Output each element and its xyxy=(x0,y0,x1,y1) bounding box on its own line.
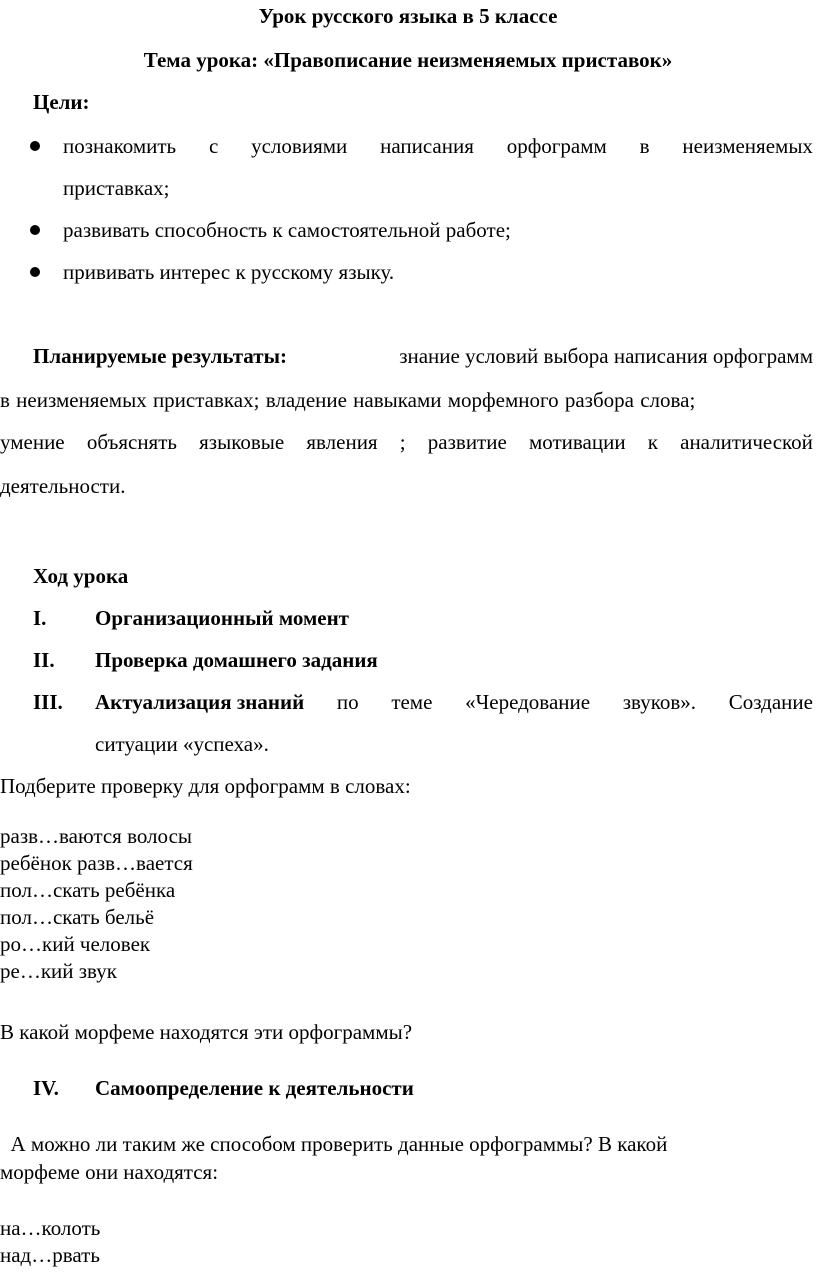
word: развитие xyxy=(427,430,507,454)
morpheme-question: В какой морфеме находятся эти орфограммы? xyxy=(0,1020,413,1044)
question2-line1: А можно ли таким же способом проверить данные орфограммы? В какой xyxy=(0,1132,668,1156)
lesson-title: Урок русского языка в 5 классе xyxy=(258,4,558,28)
stage-3-line1 xyxy=(95,692,813,713)
word: с xyxy=(208,134,219,158)
word: звуков». xyxy=(622,690,697,714)
word: Создание xyxy=(728,690,813,714)
word: познакомить xyxy=(63,134,177,158)
word-item: на…колоть xyxy=(0,1216,101,1240)
results-line1 xyxy=(33,346,813,367)
word: написания xyxy=(380,134,474,158)
results-label: Планируемые результаты: xyxy=(33,344,287,368)
word: мотивации xyxy=(528,430,626,454)
word: условиями xyxy=(251,134,348,158)
goal-item-3: прививать интерес к русскому языку. xyxy=(63,260,395,284)
bullet-icon xyxy=(30,225,40,235)
word: «Чередование xyxy=(465,690,591,714)
goals-heading: Цели: xyxy=(33,90,90,114)
stage-number: IV. xyxy=(33,1076,59,1100)
word: ; xyxy=(399,430,406,454)
word-item: над…рвать xyxy=(0,1243,100,1267)
stage-number: I. xyxy=(33,606,47,630)
word: орфограмм xyxy=(506,134,607,158)
lesson-heading: Ход урока xyxy=(33,564,129,588)
word: неизменяемых xyxy=(682,134,813,158)
bullet-icon xyxy=(30,267,40,277)
goal-item-1-line1 xyxy=(63,136,813,157)
goal-item-1-line2: приставках; xyxy=(63,176,170,200)
word-item: ро…кий человек xyxy=(0,932,151,956)
word-item: разв…ваются волосы xyxy=(0,824,192,848)
results-line2: в неизменяемых приставках; владение навыками морфемного разбора слова; xyxy=(0,388,696,412)
word-item: пол…скать бельё xyxy=(0,905,155,929)
word: к xyxy=(647,430,658,454)
word: в xyxy=(639,134,650,158)
word: явления xyxy=(306,430,378,454)
stage-2-title: Проверка домашнего задания xyxy=(95,648,378,672)
goal-item-2: развивать способность к самостоятельной работе; xyxy=(63,218,511,242)
stage-number: III. xyxy=(33,690,63,714)
stage-1-title: Организационный момент xyxy=(95,606,349,630)
stage-number: II. xyxy=(33,648,55,672)
results-line1-rest: знание условий выбора написания орфограмм xyxy=(399,344,813,368)
word: умение xyxy=(0,430,65,454)
question2-line2: морфеме они находятся: xyxy=(0,1160,219,1184)
lesson-topic: Тема урока: «Правописание неизменяемых приставок» xyxy=(143,48,673,72)
stage-3-line2: ситуации «успеха». xyxy=(95,732,269,756)
word: по xyxy=(336,690,359,714)
results-line4: деятельности. xyxy=(0,474,126,498)
word: аналитической xyxy=(680,430,813,454)
word: теме xyxy=(391,690,433,714)
task-text: Подберите проверку для орфограмм в словах: xyxy=(0,774,411,798)
word-item: пол…скать ребёнка xyxy=(0,878,176,902)
results-line3 xyxy=(0,432,813,453)
word: языковые xyxy=(199,430,285,454)
bullet-icon xyxy=(30,141,40,151)
stage-4-title: Самоопределение к деятельности xyxy=(95,1076,414,1100)
word-item: ре…кий звук xyxy=(0,959,117,983)
word-item: ребёнок разв…вается xyxy=(0,851,193,875)
stage-3-title: Актуализация знаний xyxy=(95,690,305,714)
word: объяснять xyxy=(86,430,177,454)
